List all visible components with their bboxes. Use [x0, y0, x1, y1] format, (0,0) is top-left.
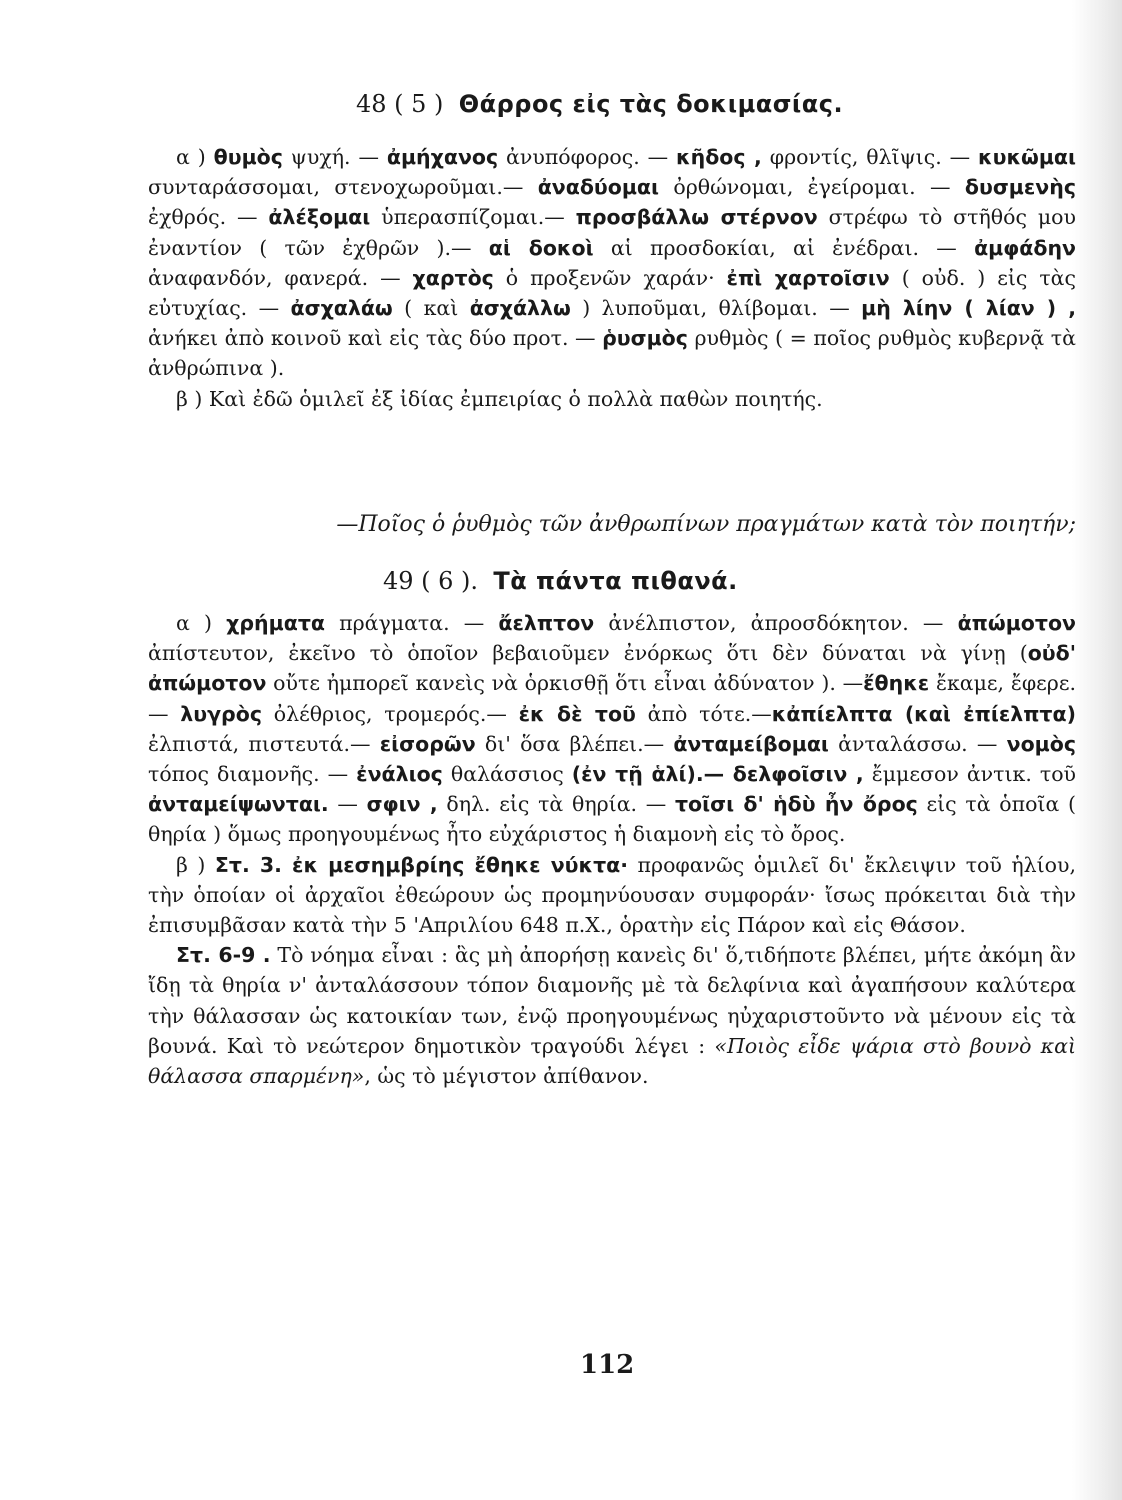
bold-term: ἐπὶ χαρτοῖσιν	[726, 265, 890, 290]
bold-term: ῥυσμὸς	[602, 326, 688, 351]
section-48-heading	[0, 89, 1122, 119]
gloss-text: ρυθμὸς ( = ποῖος ρυθμὸς κυβερνᾷ τὰ ἀνθρώπινα ).	[148, 326, 1076, 381]
gloss-text: ἀνυπόφορος. —	[498, 145, 677, 169]
gloss-text: ψυχή. —	[282, 145, 387, 169]
section-48-paragraph-a	[148, 142, 1076, 384]
section-49-title: Τὰ πάντα πιθανά.	[493, 567, 738, 595]
bold-term: αἱ δοκοὶ	[488, 235, 594, 260]
bold-term: ἀσχάλλω	[469, 296, 571, 321]
gloss-text: θαλάσσιος	[442, 762, 572, 787]
gloss-text: ἐλπιστά, πιστευτά.—	[148, 731, 380, 756]
gloss-text: εἰς τὰ ὁποῖα ( θηρία ) ὅμως προηγουμένως ἦτο εὐχάριστος ἡ διαμονὴ εἰς τὸ ὄρος.	[148, 792, 1076, 847]
gloss-text: ( καὶ	[392, 296, 470, 321]
bold-term: ἐκ δὲ τοῦ	[518, 701, 636, 726]
gloss-text: φροντίς, θλῖψις. —	[761, 145, 979, 169]
section-49-heading	[0, 566, 1122, 596]
bold-term: ἀναδύομαι	[537, 175, 660, 200]
gloss-text: συνταράσσομαι, στενοχωροῦμαι.—	[148, 175, 538, 200]
bold-term: (ἐν τῇ ἁλί).— δελφοῖσιν ,	[571, 762, 864, 787]
section-49-b-label: β )	[176, 852, 206, 877]
gloss-text: ἀπὸ τότε.—	[635, 701, 772, 726]
section-49-a-label: α )	[176, 611, 212, 635]
gloss-text: ὀρθώνομαι, ἐγείρομαι. —	[659, 175, 965, 200]
gloss-text: , ὡς τὸ μέγιστον ἀπίθανον.	[364, 1064, 649, 1089]
bold-term: τοῖσι δ' ἡδὺ ἦν ὄρος	[674, 792, 918, 817]
gloss-text: ἀνήκει ἀπὸ κοινοῦ καὶ εἰς τὰς δύο προτ. —	[148, 326, 603, 351]
gloss-text: ἀναφανδόν, φανερά. —	[148, 265, 413, 290]
gloss-text: δηλ. εἰς τὰ θηρία. —	[437, 792, 675, 817]
gloss-text: ( οὐδ. ) εἰς τὰς εὐτυχίας. —	[148, 265, 1076, 321]
section-48-b-text: Καὶ ἐδῶ ὁμιλεῖ ἐξ ἰδίας ἐμπειρίας ὁ πολλὰ παθὼν ποιητής.	[208, 386, 823, 411]
section-48-body	[148, 142, 1076, 414]
bold-term: μὴ λίην ( λίαν ) ,	[861, 296, 1076, 321]
gloss-text: ἀνέλπιστον, ἀπροσδόκητον. —	[594, 611, 958, 635]
gloss-text: προφανῶς ὁμιλεῖ δι' ἔκλειψιν τοῦ ἡλίου, τὴν ὁποίαν οἱ ἀρχαῖοι ἐθεώρουν ὡς προμηνύουσαν συμφοράν· ἴσως πρόκειται διὰ τὴν ἐπισυμβᾶσαν κατὰ τὴν 5 'Απριλίου 648 π.Χ., ὁρατὴν εἰς Πάρον καὶ εἰς Θάσον.	[148, 852, 1076, 938]
bold-term: χρήματα	[226, 611, 325, 635]
bold-term: κυκῶμαι	[978, 145, 1076, 169]
gloss-text: αἱ προσδοκίαι, αἱ ἐνέδραι. —	[593, 235, 975, 260]
section-48-question: —Ποῖος ὁ ῥυθμὸς τῶν ἀνθρωπίνων πραγμάτων κατὰ τὸν ποιητήν;	[336, 512, 1076, 537]
bold-term: κῆδος ,	[676, 145, 762, 169]
bold-term: κἀπίελπτα (καὶ ἐπίελπτα)	[771, 701, 1076, 726]
gloss-text: ἀνταλάσσω. —	[828, 731, 1007, 756]
gloss-text: —	[328, 792, 367, 817]
gloss-text: ὑπερασπίζομαι.—	[370, 205, 576, 230]
section-48-a-text	[148, 145, 1076, 380]
section-49-number: 49 ( 6 ).	[383, 567, 479, 595]
bold-term: οὐδ' ἀπώμοτον	[148, 641, 1076, 696]
section-49-b-text	[148, 853, 1076, 937]
bold-term: νομὸς	[1006, 731, 1076, 756]
section-48-a-label: α )	[176, 145, 206, 169]
section-48-number: 48 ( 5 )	[356, 90, 444, 118]
bold-term: ἀσχαλάω	[290, 296, 393, 321]
gloss-text: ὀλέθριος, τρομερός.—	[261, 701, 519, 726]
bold-term: ἀπώμοτον	[957, 611, 1076, 635]
section-48-title: Θάρρος εἰς τὰς δοκιμασίας.	[458, 90, 844, 118]
gloss-text: Τὸ νόημα εἶναι : ἃς μὴ ἀπορήσῃ κανεὶς δι' ὅ,τιδήποτε βλέπει, μήτε ἀκόμη ἂν ἴδῃ τὰ θηρία ν' ἀνταλάσσουν τόπον διαμονῆς μὲ τὰ δελφίνια καὶ ἀγαπήσουν καλύτερα τὴν θάλασσαν ὡς κατοικίαν των, ἐνῷ προηγουμένως ηὐχαριστοῦντο νὰ μένουν εἰς τὰ βουνά. Καὶ τὸ νεώτερον δημοτικὸν τραγούδι λέγει :	[148, 943, 1076, 1058]
bold-term: Στ. 6-9 .	[176, 943, 271, 968]
section-49-body	[148, 608, 1076, 1091]
section-49-paragraph-c	[148, 940, 1076, 1091]
bold-term: ἄελπτον	[498, 611, 595, 635]
section-48-b-label: β )	[176, 386, 203, 411]
gloss-text: ἔμμεσον ἀντικ. τοῦ	[863, 762, 1076, 787]
gloss-text: ) λυποῦμαι, θλίβομαι. —	[570, 296, 862, 321]
bold-term: Στ. 3. ἐκ μεσημβρίης ἔθηκε νύκτα·	[214, 852, 629, 877]
gloss-text: ἀπίστευτον, ἐκεῖνο τὸ ὁποῖον βεβαιοῦμεν ἐνόρκως ὅτι δὲν δύναται νὰ γίνῃ (	[148, 641, 1028, 666]
section-49-c-text	[148, 943, 1076, 1088]
bold-term: δυσμενὴς	[964, 175, 1076, 200]
bold-term: λυγρὸς	[180, 701, 262, 726]
bold-term: ἀλέξομαι	[268, 205, 371, 230]
page-number: 112	[580, 1350, 635, 1380]
section-48-paragraph-b	[148, 384, 1076, 414]
gloss-text: ἐχθρός. —	[148, 205, 269, 230]
gloss-text: πράγματα. —	[324, 611, 499, 635]
gloss-text: ἔκαμε, ἔφερε. —	[148, 671, 1076, 726]
bold-term: ἀνταμείβομαι	[673, 731, 829, 756]
bold-term: ἀμφάδην	[974, 235, 1077, 260]
bold-term: θυμὸς	[213, 145, 283, 169]
page-edge-shadow	[1072, 0, 1122, 1500]
section-49-a-text	[148, 611, 1076, 846]
bold-term: εἰσορῶν	[379, 731, 476, 756]
gloss-text: τόπος διαμονῆς. —	[148, 762, 357, 787]
gloss-text: στρέφω τὸ στῆθός μου ἐναντίον ( τῶν ἐχθρῶν ).—	[148, 205, 1076, 260]
gloss-text: οὔτε ἠμπορεῖ κανεὶς νὰ ὁρκισθῇ ὅτι εἶναι ἀδύνατον ). —	[266, 671, 864, 696]
gloss-text: δι' ὅσα βλέπει.—	[475, 731, 674, 756]
bold-term: σφιν ,	[366, 792, 438, 817]
bold-term: ἀμήχανος	[386, 145, 499, 169]
bold-term: ἐνάλιος	[356, 762, 443, 787]
bold-term: προσβάλλω στέρνον	[575, 205, 818, 230]
section-49-paragraph-b	[148, 850, 1076, 941]
bold-term: χαρτὸς	[412, 265, 494, 290]
bold-term: ἀνταμείψωνται.	[148, 792, 329, 817]
bold-term: ἔθηκε	[863, 671, 930, 696]
italic-quote: «Ποιὸς εἶδε ψάρια στὸ βουνὸ καὶ θάλασσα σπαρμένη»	[148, 1033, 1076, 1089]
gloss-text: ὁ προξενῶν χαράν·	[493, 265, 727, 290]
section-49-paragraph-a	[148, 608, 1076, 850]
